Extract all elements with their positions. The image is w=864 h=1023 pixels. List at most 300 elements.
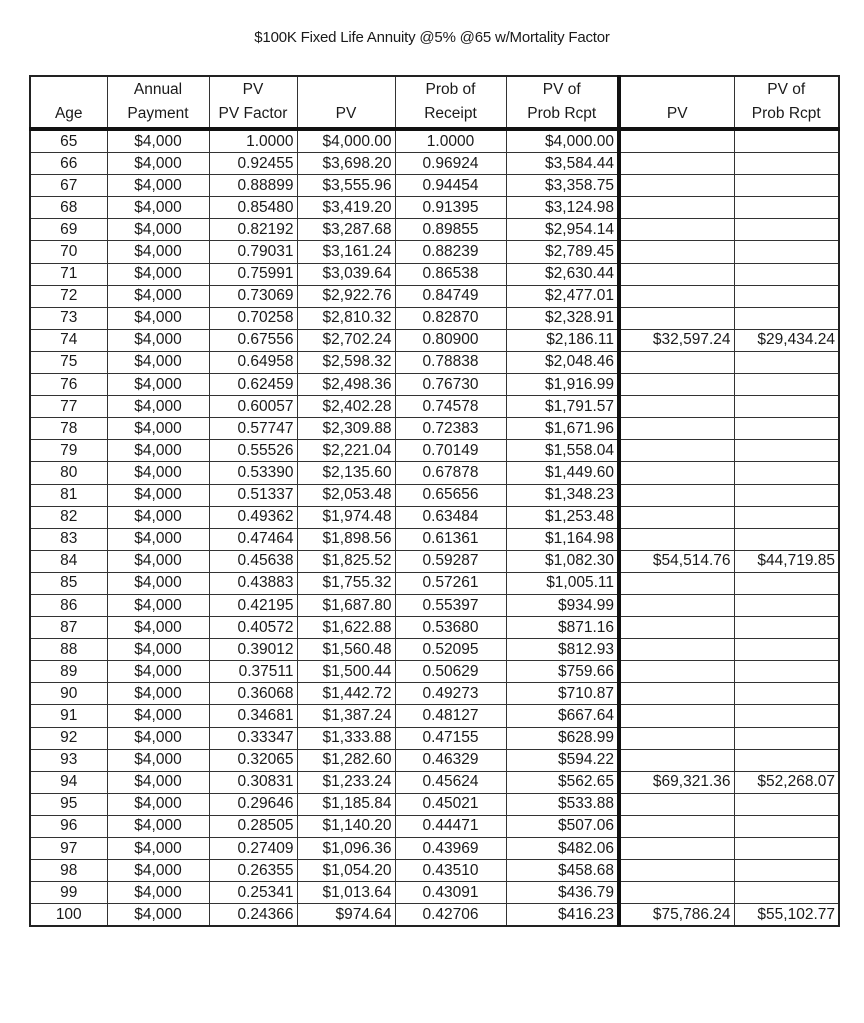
cell-annual-payment: $4,000 <box>107 440 209 462</box>
cell-cumulative-pv-of-prob-rcpt <box>734 683 839 705</box>
cell-cumulative-pv <box>619 528 734 550</box>
cell-prob-of-receipt: 0.82870 <box>395 307 506 329</box>
cell-pv: $1,898.56 <box>297 528 395 550</box>
cell-pv: $1,096.36 <box>297 838 395 860</box>
cell-prob-of-receipt: 0.78838 <box>395 351 506 373</box>
table-row <box>30 639 839 661</box>
table-row <box>30 683 839 705</box>
cell-cumulative-pv-of-prob-rcpt: $44,719.85 <box>734 550 839 572</box>
cell-cumulative-pv-of-prob-rcpt <box>734 661 839 683</box>
header-row <box>30 76 839 129</box>
cell-prob-of-receipt: 0.89855 <box>395 219 506 241</box>
header-age: Age <box>30 76 107 129</box>
cell-prob-of-receipt: 0.43510 <box>395 860 506 882</box>
cell-pv-of-prob-rcpt: $2,789.45 <box>506 241 619 263</box>
table-row <box>30 771 839 793</box>
cell-pv: $1,333.88 <box>297 727 395 749</box>
cell-annual-payment: $4,000 <box>107 418 209 440</box>
table-row <box>30 594 839 616</box>
cell-pv-factor: 0.62459 <box>209 374 297 396</box>
cell-pv: $1,825.52 <box>297 550 395 572</box>
cell-cumulative-pv-of-prob-rcpt <box>734 815 839 837</box>
cell-pv-of-prob-rcpt: $3,124.98 <box>506 197 619 219</box>
cell-pv-of-prob-rcpt: $1,449.60 <box>506 462 619 484</box>
cell-cumulative-pv <box>619 683 734 705</box>
cell-annual-payment: $4,000 <box>107 661 209 683</box>
cell-pv-factor: 0.24366 <box>209 904 297 927</box>
cell-cumulative-pv-of-prob-rcpt <box>734 374 839 396</box>
cell-cumulative-pv <box>619 860 734 882</box>
cell-cumulative-pv: $32,597.24 <box>619 329 734 351</box>
cell-pv-of-prob-rcpt: $507.06 <box>506 815 619 837</box>
cell-annual-payment: $4,000 <box>107 683 209 705</box>
cell-annual-payment: $4,000 <box>107 263 209 285</box>
table-row <box>30 815 839 837</box>
cell-age: 83 <box>30 528 107 550</box>
table-row <box>30 153 839 175</box>
cell-pv-factor: 0.26355 <box>209 860 297 882</box>
cell-pv-factor: 0.49362 <box>209 506 297 528</box>
cell-annual-payment: $4,000 <box>107 351 209 373</box>
cell-pv-factor: 0.88899 <box>209 175 297 197</box>
table-row <box>30 175 839 197</box>
cell-annual-payment: $4,000 <box>107 838 209 860</box>
cell-pv-factor: 0.64958 <box>209 351 297 373</box>
cell-cumulative-pv-of-prob-rcpt: $29,434.24 <box>734 329 839 351</box>
cell-cumulative-pv-of-prob-rcpt <box>734 572 839 594</box>
cell-age: 100 <box>30 904 107 927</box>
cell-prob-of-receipt: 0.86538 <box>395 263 506 285</box>
table-row <box>30 572 839 594</box>
cell-prob-of-receipt: 0.76730 <box>395 374 506 396</box>
header-prob-of-receipt: Prob of Receipt <box>395 76 506 129</box>
cell-annual-payment: $4,000 <box>107 815 209 837</box>
cell-annual-payment: $4,000 <box>107 129 209 153</box>
cell-cumulative-pv <box>619 374 734 396</box>
cell-pv-of-prob-rcpt: $1,558.04 <box>506 440 619 462</box>
cell-prob-of-receipt: 0.74578 <box>395 396 506 418</box>
cell-pv: $2,309.88 <box>297 418 395 440</box>
cell-pv-factor: 0.60057 <box>209 396 297 418</box>
cell-age: 76 <box>30 374 107 396</box>
cell-prob-of-receipt: 0.96924 <box>395 153 506 175</box>
cell-annual-payment: $4,000 <box>107 307 209 329</box>
cell-cumulative-pv-of-prob-rcpt <box>734 307 839 329</box>
cell-prob-of-receipt: 0.48127 <box>395 705 506 727</box>
cell-pv-of-prob-rcpt: $436.79 <box>506 882 619 904</box>
table-row <box>30 528 839 550</box>
cell-cumulative-pv-of-prob-rcpt <box>734 263 839 285</box>
cell-pv: $1,185.84 <box>297 793 395 815</box>
table-row <box>30 661 839 683</box>
cell-prob-of-receipt: 0.50629 <box>395 661 506 683</box>
cell-prob-of-receipt: 0.80900 <box>395 329 506 351</box>
cell-cumulative-pv-of-prob-rcpt <box>734 705 839 727</box>
cell-pv-of-prob-rcpt: $934.99 <box>506 594 619 616</box>
cell-cumulative-pv <box>619 396 734 418</box>
cell-annual-payment: $4,000 <box>107 484 209 506</box>
cell-cumulative-pv-of-prob-rcpt <box>734 506 839 528</box>
cell-pv-factor: 0.75991 <box>209 263 297 285</box>
table-row <box>30 374 839 396</box>
table-row <box>30 705 839 727</box>
cell-prob-of-receipt: 0.59287 <box>395 550 506 572</box>
cell-prob-of-receipt: 0.42706 <box>395 904 506 927</box>
cell-cumulative-pv-of-prob-rcpt <box>734 594 839 616</box>
table-row <box>30 351 839 373</box>
cell-annual-payment: $4,000 <box>107 285 209 307</box>
cell-cumulative-pv <box>619 153 734 175</box>
cell-pv: $2,402.28 <box>297 396 395 418</box>
cell-pv-factor: 0.29646 <box>209 793 297 815</box>
cell-annual-payment: $4,000 <box>107 462 209 484</box>
cell-pv: $4,000.00 <box>297 129 395 153</box>
cell-prob-of-receipt: 0.45624 <box>395 771 506 793</box>
cell-pv-of-prob-rcpt: $2,328.91 <box>506 307 619 329</box>
cell-age: 87 <box>30 617 107 639</box>
cell-prob-of-receipt: 0.61361 <box>395 528 506 550</box>
cell-pv: $2,810.32 <box>297 307 395 329</box>
cell-cumulative-pv <box>619 749 734 771</box>
cell-pv-of-prob-rcpt: $482.06 <box>506 838 619 860</box>
cell-pv: $1,755.32 <box>297 572 395 594</box>
cell-pv-of-prob-rcpt: $1,671.96 <box>506 418 619 440</box>
table-row <box>30 307 839 329</box>
cell-annual-payment: $4,000 <box>107 749 209 771</box>
cell-cumulative-pv <box>619 815 734 837</box>
cell-pv: $3,161.24 <box>297 241 395 263</box>
cell-cumulative-pv-of-prob-rcpt <box>734 617 839 639</box>
cell-age: 89 <box>30 661 107 683</box>
cell-pv: $2,221.04 <box>297 440 395 462</box>
table-row <box>30 860 839 882</box>
cell-cumulative-pv <box>619 129 734 153</box>
cell-cumulative-pv <box>619 727 734 749</box>
cell-age: 72 <box>30 285 107 307</box>
cell-prob-of-receipt: 0.63484 <box>395 506 506 528</box>
cell-cumulative-pv <box>619 838 734 860</box>
cell-cumulative-pv-of-prob-rcpt <box>734 882 839 904</box>
cell-cumulative-pv <box>619 219 734 241</box>
header-cumulative-pv: PV <box>619 76 734 129</box>
cell-pv-of-prob-rcpt: $667.64 <box>506 705 619 727</box>
cell-pv: $1,140.20 <box>297 815 395 837</box>
header-pv-of-prob-rcpt: PV of Prob Rcpt <box>506 76 619 129</box>
cell-cumulative-pv <box>619 506 734 528</box>
cell-cumulative-pv-of-prob-rcpt <box>734 219 839 241</box>
cell-annual-payment: $4,000 <box>107 506 209 528</box>
table-row <box>30 329 839 351</box>
cell-annual-payment: $4,000 <box>107 904 209 927</box>
cell-annual-payment: $4,000 <box>107 639 209 661</box>
cell-pv-of-prob-rcpt: $2,630.44 <box>506 263 619 285</box>
cell-annual-payment: $4,000 <box>107 374 209 396</box>
cell-prob-of-receipt: 0.65656 <box>395 484 506 506</box>
cell-pv-factor: 0.27409 <box>209 838 297 860</box>
cell-pv-of-prob-rcpt: $871.16 <box>506 617 619 639</box>
cell-pv-factor: 0.73069 <box>209 285 297 307</box>
cell-pv-of-prob-rcpt: $1,253.48 <box>506 506 619 528</box>
cell-prob-of-receipt: 0.44471 <box>395 815 506 837</box>
cell-prob-of-receipt: 1.0000 <box>395 129 506 153</box>
table-row <box>30 727 839 749</box>
cell-annual-payment: $4,000 <box>107 882 209 904</box>
cell-cumulative-pv-of-prob-rcpt <box>734 484 839 506</box>
table-row <box>30 484 839 506</box>
cell-prob-of-receipt: 0.84749 <box>395 285 506 307</box>
cell-pv-factor: 0.33347 <box>209 727 297 749</box>
cell-annual-payment: $4,000 <box>107 329 209 351</box>
cell-pv: $2,702.24 <box>297 329 395 351</box>
cell-annual-payment: $4,000 <box>107 617 209 639</box>
cell-pv-factor: 0.28505 <box>209 815 297 837</box>
cell-pv: $1,560.48 <box>297 639 395 661</box>
cell-pv-of-prob-rcpt: $812.93 <box>506 639 619 661</box>
cell-pv: $3,555.96 <box>297 175 395 197</box>
table-row <box>30 550 839 572</box>
cell-pv-of-prob-rcpt: $3,358.75 <box>506 175 619 197</box>
cell-pv: $1,054.20 <box>297 860 395 882</box>
cell-annual-payment: $4,000 <box>107 175 209 197</box>
cell-age: 73 <box>30 307 107 329</box>
cell-pv-factor: 0.36068 <box>209 683 297 705</box>
table-row <box>30 263 839 285</box>
cell-prob-of-receipt: 0.46329 <box>395 749 506 771</box>
cell-pv: $1,233.24 <box>297 771 395 793</box>
cell-annual-payment: $4,000 <box>107 594 209 616</box>
cell-prob-of-receipt: 0.52095 <box>395 639 506 661</box>
cell-annual-payment: $4,000 <box>107 771 209 793</box>
cell-age: 95 <box>30 793 107 815</box>
cell-prob-of-receipt: 0.70149 <box>395 440 506 462</box>
cell-pv-factor: 0.47464 <box>209 528 297 550</box>
cell-cumulative-pv <box>619 197 734 219</box>
cell-pv-factor: 0.70258 <box>209 307 297 329</box>
cell-age: 93 <box>30 749 107 771</box>
cell-pv-of-prob-rcpt: $2,186.11 <box>506 329 619 351</box>
cell-pv-of-prob-rcpt: $710.87 <box>506 683 619 705</box>
cell-pv: $974.64 <box>297 904 395 927</box>
table-body <box>30 129 839 926</box>
cell-age: 77 <box>30 396 107 418</box>
cell-pv-factor: 0.42195 <box>209 594 297 616</box>
cell-cumulative-pv <box>619 175 734 197</box>
cell-cumulative-pv <box>619 241 734 263</box>
cell-prob-of-receipt: 0.72383 <box>395 418 506 440</box>
cell-prob-of-receipt: 0.91395 <box>395 197 506 219</box>
cell-pv: $3,698.20 <box>297 153 395 175</box>
cell-age: 99 <box>30 882 107 904</box>
cell-annual-payment: $4,000 <box>107 727 209 749</box>
cell-cumulative-pv <box>619 705 734 727</box>
cell-cumulative-pv <box>619 617 734 639</box>
cell-pv: $3,039.64 <box>297 263 395 285</box>
table-row <box>30 904 839 927</box>
cell-age: 74 <box>30 329 107 351</box>
cell-pv-factor: 0.25341 <box>209 882 297 904</box>
cell-prob-of-receipt: 0.57261 <box>395 572 506 594</box>
cell-prob-of-receipt: 0.47155 <box>395 727 506 749</box>
cell-cumulative-pv <box>619 462 734 484</box>
cell-annual-payment: $4,000 <box>107 860 209 882</box>
cell-age: 92 <box>30 727 107 749</box>
cell-pv-factor: 0.55526 <box>209 440 297 462</box>
cell-annual-payment: $4,000 <box>107 528 209 550</box>
cell-pv-of-prob-rcpt: $416.23 <box>506 904 619 927</box>
cell-cumulative-pv-of-prob-rcpt <box>734 153 839 175</box>
cell-age: 70 <box>30 241 107 263</box>
cell-pv: $2,135.60 <box>297 462 395 484</box>
cell-pv: $1,974.48 <box>297 506 395 528</box>
cell-pv-factor: 0.43883 <box>209 572 297 594</box>
cell-age: 78 <box>30 418 107 440</box>
cell-pv-factor: 1.0000 <box>209 129 297 153</box>
cell-cumulative-pv <box>619 285 734 307</box>
cell-annual-payment: $4,000 <box>107 396 209 418</box>
table-row <box>30 793 839 815</box>
cell-age: 97 <box>30 838 107 860</box>
table-row <box>30 418 839 440</box>
table-row <box>30 129 839 153</box>
cell-cumulative-pv: $69,321.36 <box>619 771 734 793</box>
cell-prob-of-receipt: 0.55397 <box>395 594 506 616</box>
cell-prob-of-receipt: 0.53680 <box>395 617 506 639</box>
cell-pv: $3,287.68 <box>297 219 395 241</box>
cell-pv-factor: 0.40572 <box>209 617 297 639</box>
cell-age: 69 <box>30 219 107 241</box>
table-row <box>30 197 839 219</box>
cell-cumulative-pv <box>619 572 734 594</box>
cell-annual-payment: $4,000 <box>107 219 209 241</box>
cell-cumulative-pv <box>619 263 734 285</box>
cell-pv-factor: 0.82192 <box>209 219 297 241</box>
cell-pv: $2,598.32 <box>297 351 395 373</box>
cell-age: 85 <box>30 572 107 594</box>
cell-cumulative-pv <box>619 440 734 462</box>
cell-annual-payment: $4,000 <box>107 241 209 263</box>
cell-cumulative-pv-of-prob-rcpt <box>734 793 839 815</box>
cell-age: 75 <box>30 351 107 373</box>
cell-pv-factor: 0.67556 <box>209 329 297 351</box>
table-row <box>30 462 839 484</box>
cell-pv-of-prob-rcpt: $594.22 <box>506 749 619 771</box>
cell-cumulative-pv-of-prob-rcpt <box>734 639 839 661</box>
table-row <box>30 241 839 263</box>
cell-pv-factor: 0.39012 <box>209 639 297 661</box>
cell-age: 96 <box>30 815 107 837</box>
cell-annual-payment: $4,000 <box>107 793 209 815</box>
cell-pv-of-prob-rcpt: $759.66 <box>506 661 619 683</box>
cell-cumulative-pv-of-prob-rcpt <box>734 175 839 197</box>
cell-pv-factor: 0.32065 <box>209 749 297 771</box>
cell-age: 79 <box>30 440 107 462</box>
cell-pv: $1,622.88 <box>297 617 395 639</box>
table-row <box>30 440 839 462</box>
cell-prob-of-receipt: 0.67878 <box>395 462 506 484</box>
cell-pv-of-prob-rcpt: $2,048.46 <box>506 351 619 373</box>
cell-cumulative-pv <box>619 418 734 440</box>
cell-pv-of-prob-rcpt: $1,791.57 <box>506 396 619 418</box>
cell-cumulative-pv <box>619 882 734 904</box>
cell-age: 68 <box>30 197 107 219</box>
cell-pv-of-prob-rcpt: $1,164.98 <box>506 528 619 550</box>
cell-age: 71 <box>30 263 107 285</box>
cell-pv-factor: 0.51337 <box>209 484 297 506</box>
header-pv: PV <box>297 76 395 129</box>
table-row <box>30 617 839 639</box>
cell-pv-of-prob-rcpt: $1,348.23 <box>506 484 619 506</box>
header-pv-factor: PV PV Factor <box>209 76 297 129</box>
cell-age: 80 <box>30 462 107 484</box>
cell-age: 90 <box>30 683 107 705</box>
table-row <box>30 838 839 860</box>
cell-pv: $1,013.64 <box>297 882 395 904</box>
cell-pv-factor: 0.85480 <box>209 197 297 219</box>
cell-prob-of-receipt: 0.45021 <box>395 793 506 815</box>
cell-cumulative-pv-of-prob-rcpt: $52,268.07 <box>734 771 839 793</box>
cell-pv-factor: 0.79031 <box>209 241 297 263</box>
cell-pv-of-prob-rcpt: $1,082.30 <box>506 550 619 572</box>
cell-pv-factor: 0.92455 <box>209 153 297 175</box>
cell-cumulative-pv-of-prob-rcpt <box>734 129 839 153</box>
cell-cumulative-pv <box>619 594 734 616</box>
cell-age: 82 <box>30 506 107 528</box>
cell-pv-of-prob-rcpt: $2,954.14 <box>506 219 619 241</box>
cell-pv: $1,687.80 <box>297 594 395 616</box>
cell-prob-of-receipt: 0.88239 <box>395 241 506 263</box>
header-cumulative-pv-of-prob-rcpt: PV of Prob Rcpt <box>734 76 839 129</box>
cell-age: 94 <box>30 771 107 793</box>
cell-cumulative-pv <box>619 307 734 329</box>
cell-cumulative-pv-of-prob-rcpt <box>734 440 839 462</box>
cell-pv-factor: 0.37511 <box>209 661 297 683</box>
cell-annual-payment: $4,000 <box>107 153 209 175</box>
cell-pv: $2,498.36 <box>297 374 395 396</box>
cell-cumulative-pv-of-prob-rcpt <box>734 285 839 307</box>
cell-cumulative-pv <box>619 661 734 683</box>
cell-annual-payment: $4,000 <box>107 197 209 219</box>
cell-age: 84 <box>30 550 107 572</box>
cell-cumulative-pv-of-prob-rcpt <box>734 727 839 749</box>
cell-cumulative-pv-of-prob-rcpt <box>734 197 839 219</box>
cell-cumulative-pv <box>619 484 734 506</box>
table-row <box>30 882 839 904</box>
cell-pv: $2,922.76 <box>297 285 395 307</box>
cell-prob-of-receipt: 0.43091 <box>395 882 506 904</box>
cell-pv: $1,387.24 <box>297 705 395 727</box>
page-title: $100K Fixed Life Annuity @5% @65 w/Mortality Factor <box>254 29 610 46</box>
cell-cumulative-pv-of-prob-rcpt <box>734 241 839 263</box>
cell-cumulative-pv-of-prob-rcpt <box>734 749 839 771</box>
cell-pv-of-prob-rcpt: $1,916.99 <box>506 374 619 396</box>
table-row <box>30 219 839 241</box>
cell-cumulative-pv-of-prob-rcpt <box>734 396 839 418</box>
cell-cumulative-pv-of-prob-rcpt <box>734 838 839 860</box>
cell-cumulative-pv <box>619 639 734 661</box>
cell-age: 86 <box>30 594 107 616</box>
cell-age: 67 <box>30 175 107 197</box>
cell-pv-factor: 0.45638 <box>209 550 297 572</box>
cell-age: 98 <box>30 860 107 882</box>
cell-pv-factor: 0.34681 <box>209 705 297 727</box>
cell-pv: $1,442.72 <box>297 683 395 705</box>
table-row <box>30 396 839 418</box>
cell-pv: $2,053.48 <box>297 484 395 506</box>
cell-age: 91 <box>30 705 107 727</box>
cell-cumulative-pv-of-prob-rcpt <box>734 351 839 373</box>
cell-cumulative-pv: $75,786.24 <box>619 904 734 927</box>
cell-prob-of-receipt: 0.43969 <box>395 838 506 860</box>
